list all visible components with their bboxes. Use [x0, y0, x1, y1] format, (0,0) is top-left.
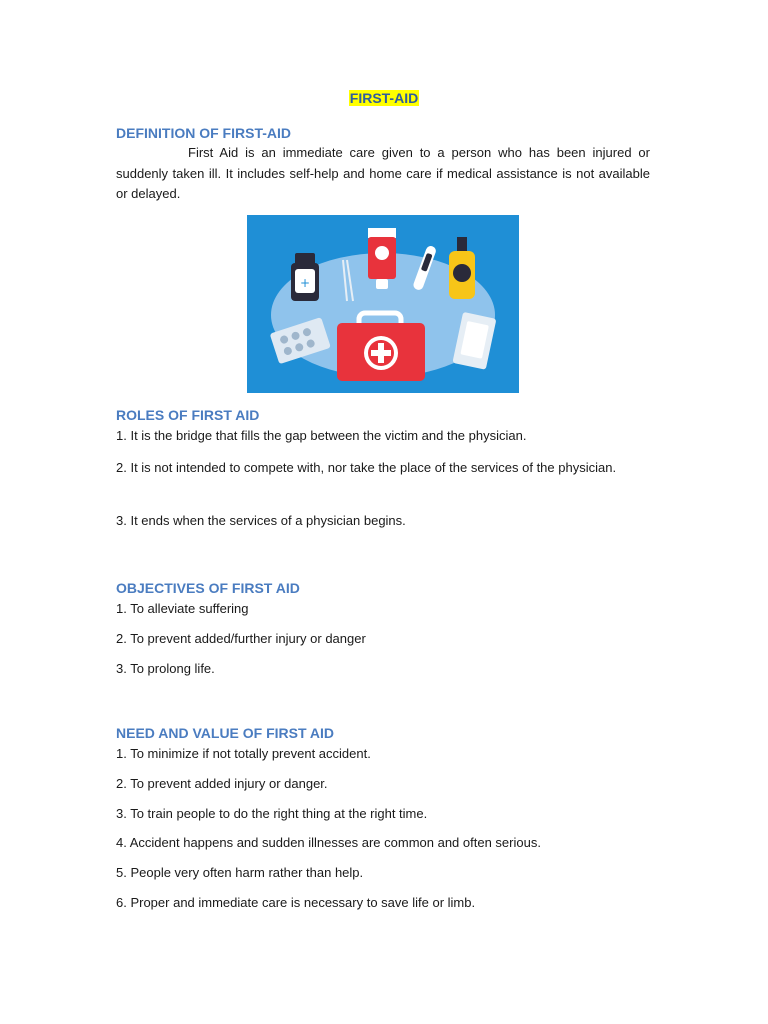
objectives-item-3: 3. To prolong life. — [116, 661, 215, 676]
sanitizer-bottle-icon — [291, 253, 319, 301]
need-value-item-6: 6. Proper and immediate care is necessary to save life or limb. — [116, 895, 476, 910]
roles-item-3: 3. It ends when the services of a physician begins. — [116, 513, 406, 528]
svg-text:+: + — [299, 276, 311, 290]
objectives-item-2: 2. To prevent added/further injury or danger — [116, 631, 366, 646]
roles-item-2: 2. It is not intended to compete with, nor take the place of the services of the physician. — [116, 460, 617, 475]
roles-item-1: 1. It is the bridge that fills the gap between the victim and the physician. — [116, 428, 527, 443]
page-title: FIRST-AID — [349, 90, 419, 106]
need-value-heading: NEED AND VALUE OF FIRST AID — [116, 725, 335, 741]
definition-paragraph: First Aid is an immediate care given to a person who has been injured or suddenly taken ill. It includes self-help and home care if medical assistance is not available or delayed. — [116, 145, 650, 201]
first-aid-illustration — [247, 215, 519, 393]
roles-heading: ROLES OF FIRST AID — [116, 407, 260, 423]
need-value-item-2: 2. To prevent added injury or danger. — [116, 776, 328, 791]
first-aid-kit-icon — [337, 313, 425, 381]
need-value-item-5: 5. People very often harm rather than help. — [116, 865, 364, 880]
objectives-item-1: 1. To alleviate suffering — [116, 601, 249, 616]
definition-heading: DEFINITION OF FIRST-AID — [116, 125, 291, 141]
objectives-heading: OBJECTIVES OF FIRST AID — [116, 580, 300, 596]
need-value-item-1: 1. To minimize if not totally prevent accident. — [116, 746, 371, 761]
need-value-item-3: 3. To train people to do the right thing at the right time. — [116, 806, 428, 821]
need-value-item-4: 4. Accident happens and sudden illnesses are common and often serious. — [116, 835, 541, 850]
